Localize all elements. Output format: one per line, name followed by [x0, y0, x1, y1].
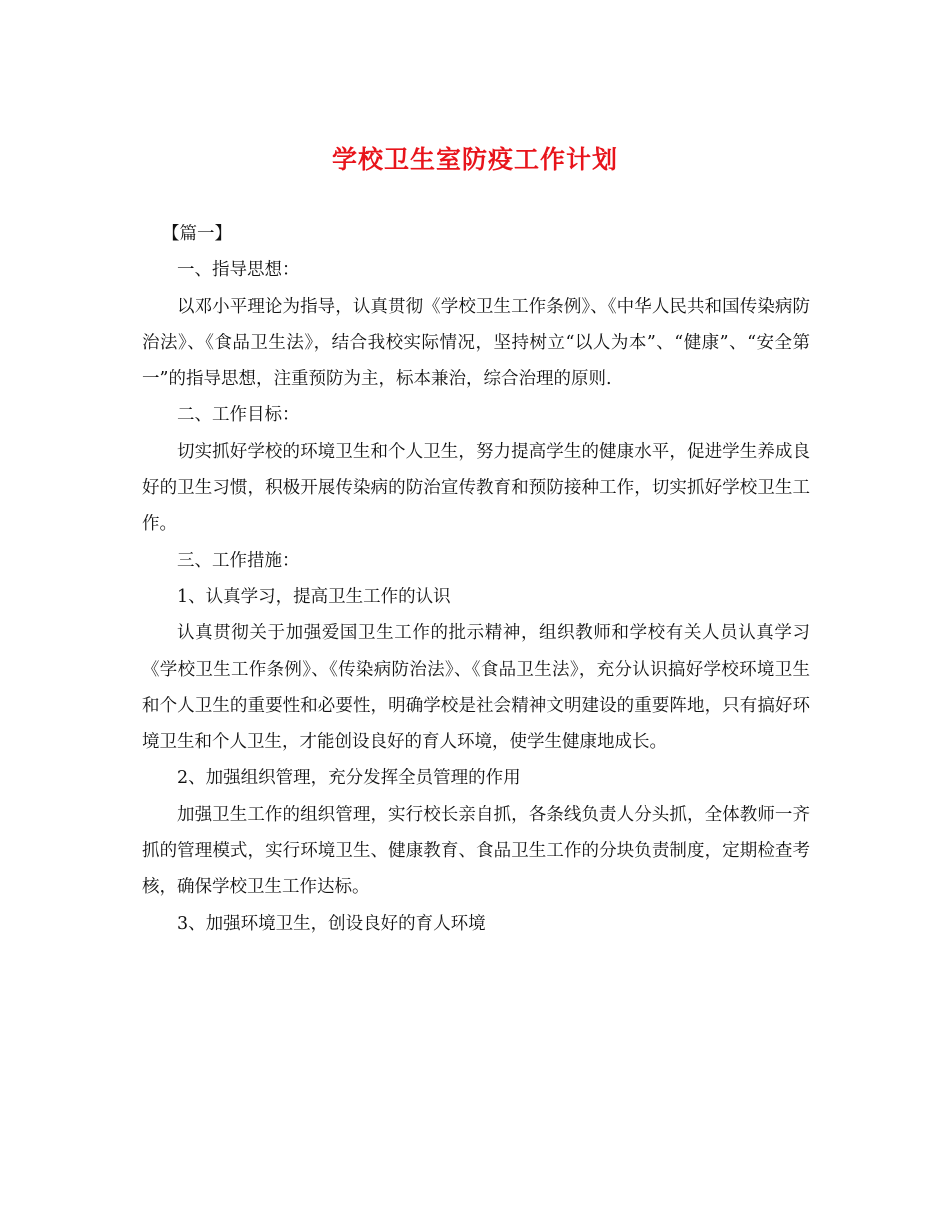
paragraph-measure-1: 认真贯彻关于加强爱国卫生工作的批示精神，组织教师和学校有关人员认真学习《学校卫生工作条例》、《传染病防治法》、《食品卫生法》，充分认识搞好学校环境卫生和个人卫生的重要性和必要性，明确学校是社会精神文明建设的重要阵地，只有搞好环境卫生和个人卫生，才能创设良好的育人环境，使学生健康地成长。: [142, 623, 810, 753]
subheading-measure-2: 2、加强组织管理，充分发挥全员管理的作用: [177, 768, 521, 789]
heading-guiding-ideology: 一、指导思想：: [177, 260, 300, 281]
paragraph-work-goals: 切实抓好学校的环境卫生和个人卫生，努力提高学生的健康水平，促进学生养成良好的卫生习惯，积极开展传染病的防治宣传教育和预防接种工作，切实抓好学校卫生工作。: [142, 441, 810, 535]
subheading-measure-3: 3、加强环境卫生，创设良好的育人环境: [177, 913, 486, 934]
heading-work-goals: 二、工作目标：: [177, 405, 300, 426]
paragraph-measure-2: 加强卫生工作的组织管理，实行校长亲自抓，各条线负责人分头抓，全体教师一齐抓的管理模式，实行环境卫生、健康教育、食品卫生工作的分块负责制度，定期检查考核，确保学校卫生工作达标。: [142, 804, 810, 898]
section-label: 【篇一】: [162, 224, 232, 244]
document-body: [142, 216, 810, 942]
document-title: 学校卫生室防疫工作计划: [331, 145, 618, 174]
subheading-measure-1: 1、认真学习，提高卫生工作的认识: [177, 586, 451, 607]
heading-work-measures: 三、工作措施：: [177, 550, 300, 571]
paragraph-guiding-ideology: 以邓小平理论为指导，认真贯彻《学校卫生工作条例》、《中华人民共和国传染病防治法》、《食品卫生法》，结合我校实际情况，坚持树立“以人为本”、“健康”、“安全第一”的指导思想，注重预防为主，标本兼治，综合治理的原则.: [142, 296, 810, 390]
